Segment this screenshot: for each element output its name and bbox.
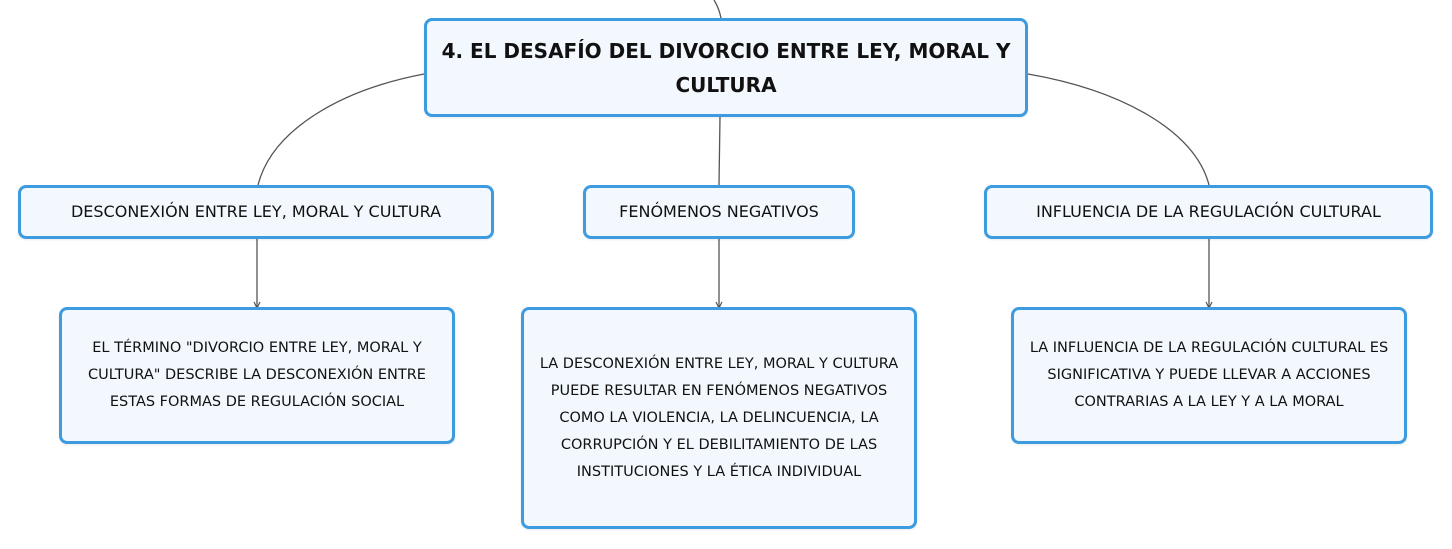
detail-node-fenomenos-negativos[interactable] (521, 307, 917, 529)
detail-text: EL TÉRMINO "DIVORCIO ENTRE LEY, MORAL Y CULTURA" DESCRIBE LA DESCONEXIÓN ENTRE ESTAS FORMAS DE REGULACIÓN SOCIAL (88, 340, 426, 410)
topic-node-desconexion[interactable] (18, 185, 494, 239)
topic-label: INFLUENCIA DE LA REGULACIÓN CULTURAL (1036, 202, 1381, 221)
detail-node-influencia-regulacion[interactable] (1011, 307, 1407, 444)
detail-text: LA DESCONEXIÓN ENTRE LEY, MORAL Y CULTURA PUEDE RESULTAR EN FENÓMENOS NEGATIVOS COMO LA VIOLENCIA, LA DELINCUENCIA, LA CORRUPCIÓN Y EL DEBILITAMIENTO DE LAS INSTITUCIONES Y LA ÉTICA INDIVIDUAL (539, 355, 899, 480)
connector-root-to-topic-1 (258, 74, 424, 185)
connector-parent-to-root (714, 0, 721, 18)
central-topic-node[interactable] (424, 18, 1028, 117)
detail-text: LA INFLUENCIA DE LA REGULACIÓN CULTURAL ES SIGNIFICATIVA Y PUEDE LLEVAR A ACCIONES CONTRARIAS A LA LEY Y A LA MORAL (1029, 340, 1389, 410)
detail-node-desconexion[interactable] (59, 307, 455, 444)
topic-label: FENÓMENOS NEGATIVOS (619, 202, 819, 221)
connector-root-to-topic-2 (719, 117, 720, 185)
topic-node-influencia-regulacion[interactable] (984, 185, 1433, 239)
central-topic-title: 4. EL DESAFÍO DEL DIVORCIO ENTRE LEY, MORAL Y CULTURA (441, 38, 1011, 97)
topic-node-fenomenos-negativos[interactable] (583, 185, 855, 239)
topic-label: DESCONEXIÓN ENTRE LEY, MORAL Y CULTURA (70, 202, 442, 221)
connector-root-to-topic-3 (1028, 74, 1209, 185)
